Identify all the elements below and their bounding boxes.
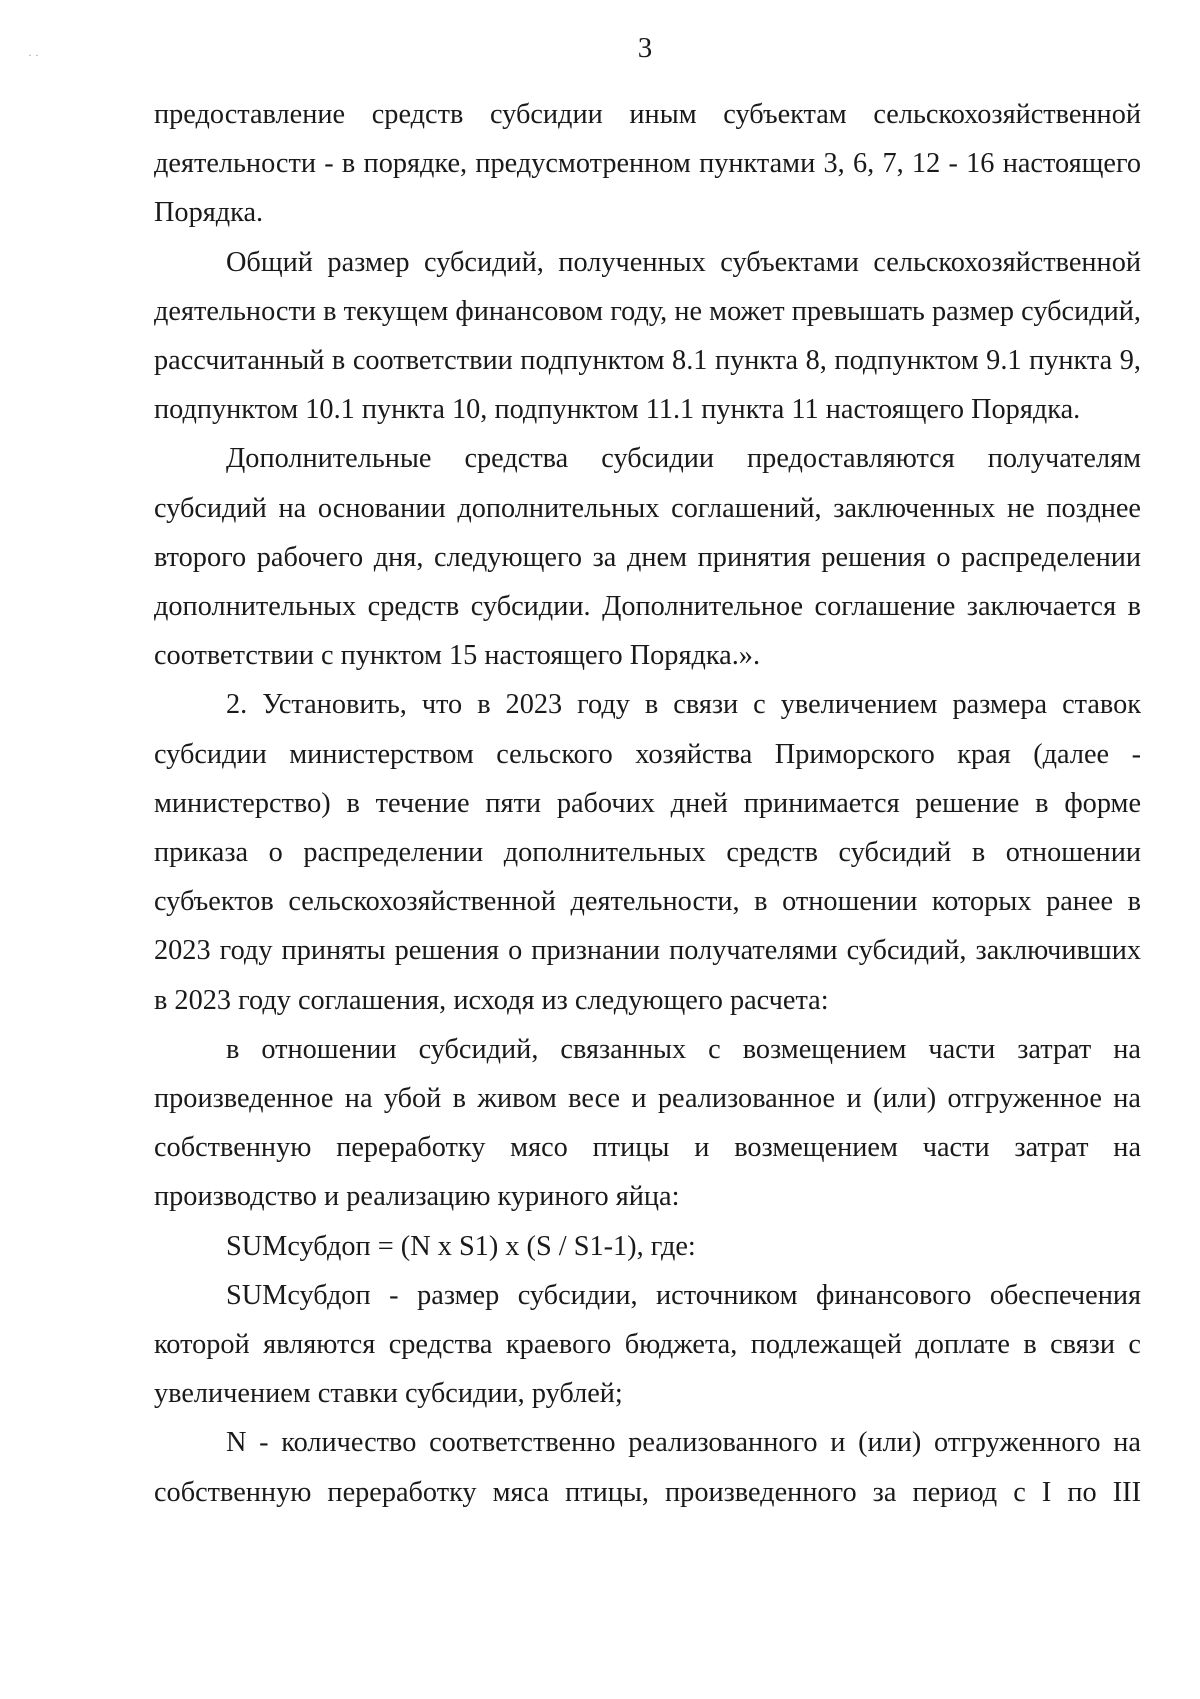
page-number: 3 (637, 32, 653, 64)
paragraph-item-2: 2. Установить, что в 2023 году в связи с увеличением размера ставок субсидии министерством сельского хозяйства Приморского края (далее - министерство) в течение пяти рабочих дней принимается решение в форме приказа о распределении дополнительных средств субсидий в отношении субъектов сельскохозяйственной деятельности, в отношении которых ранее в 2023 году приняты решения о признании получателями субсидий, заключивших в 2023 году соглашения, исходя из следующего расчета: (154, 689, 1141, 1016)
paragraph-sum-definition: SUMсубдоп - размер субсидии, источником финансового обеспечения которой являются средства краевого бюджета, подлежащей доплате в связи с увеличением ставки субсидии, рублей; (154, 1279, 1141, 1410)
scan-corner-mark: · · (28, 48, 39, 62)
paragraph-n-definition: N - количество соответственно реализованного и (или) отгруженного на собственную переработку мяса птицы, произведенного за период с I по III (154, 1427, 1141, 1508)
paragraph-additional-funds: Дополнительные средства субсидии предоставляются получателям субсидий на основании дополнительных соглашений, заключенных не позднее второго рабочего дня, следующего за днем принятия решения о распределении дополнительных средств субсидии. Дополнительное соглашение заключается в соответствии с пунктом 15 настоящего Порядка.». (154, 443, 1141, 672)
paragraph-total-subsidy-limit: Общий размер субсидий, полученных субъектами сельскохозяйственной деятельности в текущем финансовом году, не может превышать размер субсидий, рассчитанный в соответствии подпунктом 8.1 пункта 8, подпунктом 9.1 пункта 9, подпунктом 10.1 пункта 10, подпунктом 11.1 пункта 11 настоящего Порядка. (154, 246, 1141, 426)
document-body (154, 90, 1141, 1517)
paragraph-continuation: предоставление средств субсидии иным субъектам сельскохозяйственной деятельности - в порядке, предусмотренном пунктами 3, 6, 7, 12 - 16 настоящего Порядка. (154, 99, 1141, 229)
formula: SUMсубдоп = (N x S1) x (S / S1-1), где: (226, 1230, 696, 1262)
paragraph-poultry-egg-subsidies: в отношении субсидий, связанных с возмещением части затрат на произведенное на убой в живом весе и реализованное и (или) отгруженное на собственную переработку мясо птицы и возмещением части затрат на производство и реализацию куриного яйца: (154, 1033, 1141, 1213)
